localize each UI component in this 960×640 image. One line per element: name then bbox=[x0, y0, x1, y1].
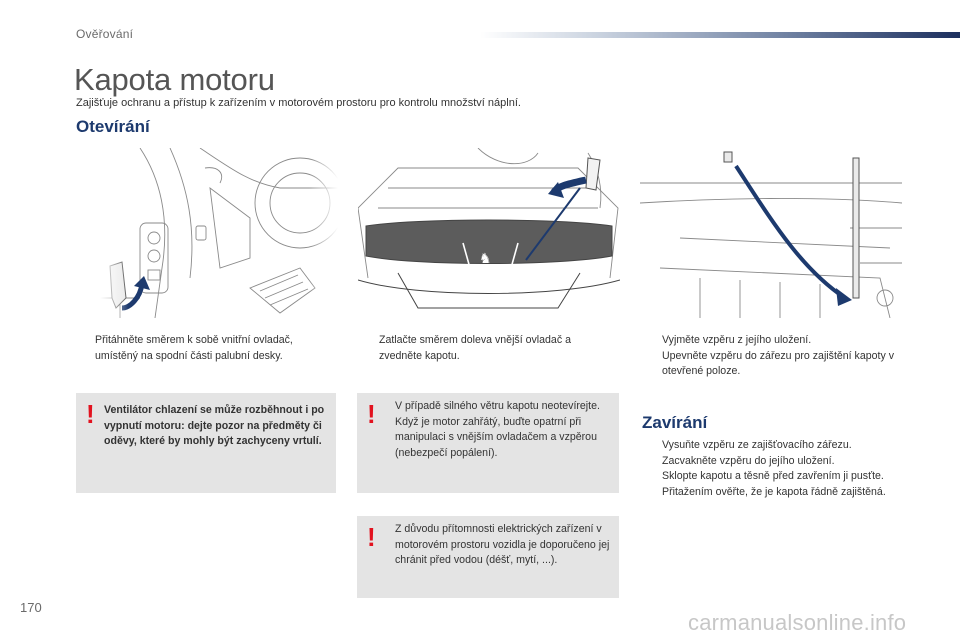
list-item: Upevněte vzpěru do zářezu pro zajištění kapoty v otevřené poloze. bbox=[662, 349, 895, 377]
interior-release-lever-illustration bbox=[100, 148, 338, 318]
list-item: Vyjměte vzpěru z jejího uložení. bbox=[662, 334, 812, 346]
list-item: Vysuňte vzpěru ze zajišťovacího zářezu. bbox=[662, 439, 852, 451]
list-item: Přitáhněte směrem k sobě vnitřní ovladač, umístěný na spodní části palubní desky. bbox=[95, 334, 293, 362]
warning-text: Z důvodu přítomnosti elektrických zařízení v motorovém prostoru vozidla je doporučeno jej chránit před vodou (déšť, mytí, ...). bbox=[395, 523, 610, 566]
warning-text: Ventilátor chlazení se může rozběhnout i po vypnutí motoru: dejte pozor na předměty či oděvy, které by mohly být zachyceny vrtulí. bbox=[104, 404, 325, 447]
opening-steps-left bbox=[78, 333, 338, 364]
warning-icon: ! bbox=[86, 399, 95, 429]
closing-heading: Zavírání bbox=[642, 413, 708, 432]
page-title: Kapota motoru bbox=[74, 62, 275, 97]
external-release-lever-illustration bbox=[358, 148, 620, 318]
warning-icon: ! bbox=[367, 522, 376, 552]
watermark: carmanualsonline.info bbox=[688, 610, 907, 635]
section-label: Ověřování bbox=[76, 27, 134, 41]
header-gradient-bar bbox=[480, 32, 960, 38]
warning-icon: ! bbox=[367, 399, 376, 429]
warning-box-wind bbox=[357, 393, 619, 493]
list-item: Zatlačte směrem doleva vnější ovladač a zvedněte kapotu. bbox=[379, 334, 571, 362]
closing-steps bbox=[645, 438, 905, 500]
prop-rod-illustration bbox=[640, 148, 902, 318]
opening-heading: Otevírání bbox=[76, 117, 150, 136]
warning-box-fan bbox=[76, 393, 336, 493]
list-item: Zacvakněte vzpěru do jejího uložení. bbox=[662, 454, 835, 467]
opening-steps-middle bbox=[362, 333, 612, 364]
warning-text: V případě silného větru kapotu neotevírejte. Když je motor zahřátý, buďte opatrní při manipulaci s vnějším ovladačem a vzpěrou (nebezpečí popálení). bbox=[395, 400, 600, 459]
warning-box-electrical bbox=[357, 516, 619, 598]
lion-emblem-icon: ♞ bbox=[479, 251, 492, 267]
page-intro: Zajišťuje ochranu a přístup k zařízením v motorovém prostoru pro kontrolu množství náplní. bbox=[76, 97, 521, 109]
opening-steps-right bbox=[645, 333, 905, 380]
list-item: Sklopte kapotu a těsně před zavřením ji pusťte. bbox=[662, 470, 884, 482]
page-number: 170 bbox=[20, 600, 42, 615]
list-item: Přitažením ověřte, že je kapota řádně zajištěná. bbox=[662, 485, 886, 498]
